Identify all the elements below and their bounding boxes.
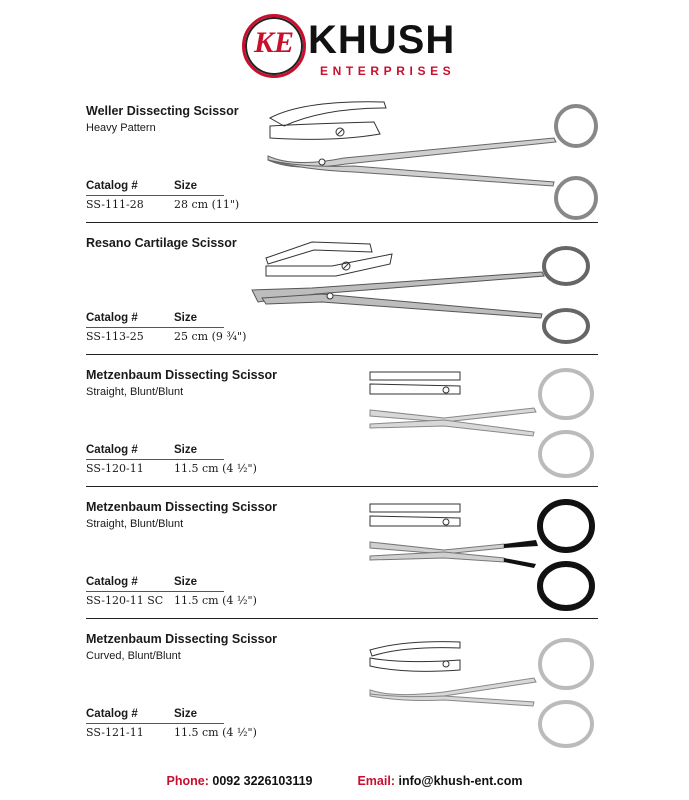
catalog-number: SS-111-28: [86, 198, 144, 211]
product-subtitle: Heavy Pattern: [86, 122, 156, 134]
phone-number[interactable]: 0092 3226103119: [212, 774, 313, 788]
catalog-header: Catalog #: [86, 444, 138, 456]
metzenbaum-curved-scissor-illustration: [364, 634, 600, 750]
product-subtitle: Curved, Blunt/Blunt: [86, 650, 181, 662]
catalog-header: Catalog #: [86, 576, 138, 588]
logo-mark: KE: [253, 26, 295, 59]
header-rule: [86, 591, 224, 592]
size-header: Size: [174, 312, 198, 324]
product-size: 11.5 cm (4 ½"): [174, 726, 257, 739]
email-label: Email:: [357, 774, 395, 788]
metzenbaum-straight-scissor-illustration: [364, 364, 600, 480]
product-title: Metzenbaum Dissecting Scissor: [86, 632, 278, 646]
section-divider: [86, 222, 598, 223]
header-rule: [86, 459, 224, 460]
catalog-number: SS-121-11: [86, 726, 144, 739]
contact-footer: [0, 774, 689, 788]
product-title: Weller Dissecting Scissor: [86, 104, 239, 118]
email-address[interactable]: info@khush-ent.com: [398, 774, 523, 788]
brand-logo: [242, 14, 456, 80]
size-header: Size: [174, 708, 198, 720]
header-rule: [86, 723, 224, 724]
product-subtitle: Straight, Blunt/Blunt: [86, 518, 184, 530]
phone-label: Phone:: [166, 774, 209, 788]
header-rule: [86, 327, 224, 328]
product-size: 11.5 cm (4 ½"): [174, 594, 257, 607]
size-header: Size: [174, 576, 198, 588]
product-size: 25 cm (9 ¾"): [174, 330, 247, 343]
weller-scissor-illustration: [264, 98, 604, 218]
section-divider: [86, 618, 598, 619]
catalog-number: SS-120-11: [86, 462, 144, 475]
product-subtitle: Straight, Blunt/Blunt: [86, 386, 184, 398]
resano-scissor-illustration: [252, 236, 602, 346]
metzenbaum-supercut-scissor-illustration: [364, 496, 600, 612]
product-title: Resano Cartilage Scissor: [86, 236, 237, 250]
header-rule: [86, 195, 224, 196]
size-header: Size: [174, 444, 198, 456]
catalog-number: SS-113-25: [86, 330, 144, 343]
product-size: 11.5 cm (4 ½"): [174, 462, 257, 475]
catalog-header: Catalog #: [86, 708, 138, 720]
catalog-header: Catalog #: [86, 180, 138, 192]
section-divider: [86, 354, 598, 355]
size-header: Size: [174, 180, 198, 192]
brand-subtitle: ENTERPRISES: [320, 64, 456, 78]
product-title: Metzenbaum Dissecting Scissor: [86, 500, 278, 514]
catalog-header: Catalog #: [86, 312, 138, 324]
product-size: 28 cm (11"): [174, 198, 240, 211]
brand-name: KHUSH: [308, 18, 456, 62]
section-divider: [86, 486, 598, 487]
catalog-number: SS-120-11 SC: [86, 594, 164, 607]
product-title: Metzenbaum Dissecting Scissor: [86, 368, 278, 382]
